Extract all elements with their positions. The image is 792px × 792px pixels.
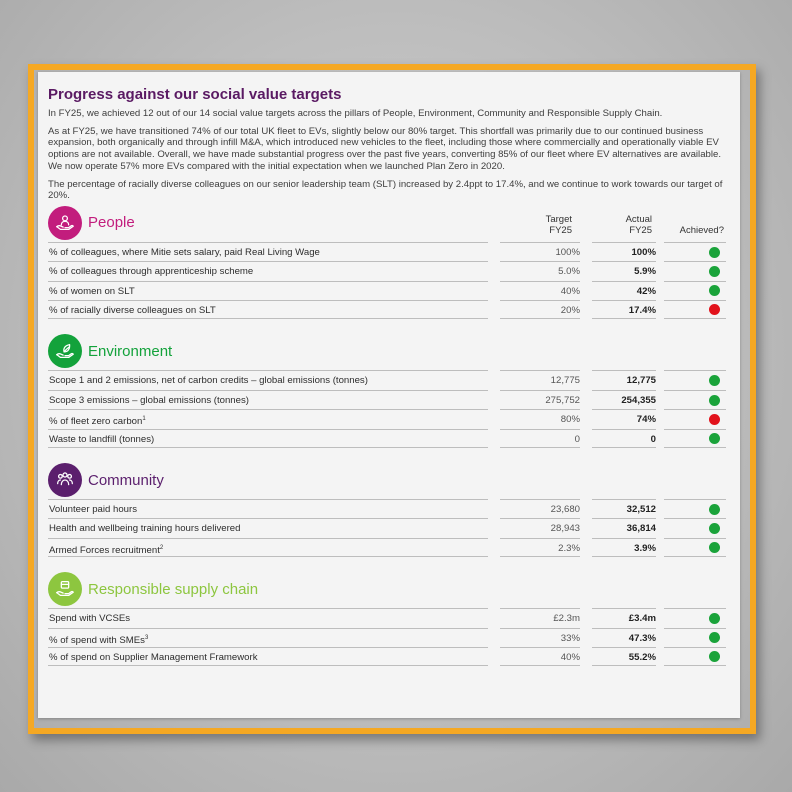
table-row: Health and wellbeing training hours delivered 28,943 36,814 (48, 518, 730, 537)
status-dot-green (709, 504, 720, 515)
section-community (48, 461, 730, 557)
table-row: % of spend on Supplier Management Framework 40% 55.2% (48, 647, 730, 666)
table-row: Armed Forces recruitment$^2$ 2.3% 3.9% (48, 538, 730, 557)
table-row: Waste to landfill (tonnes) 0 0 (48, 429, 730, 448)
intro-paragraph: In FY25, we achieved 12 out of our 14 social value targets across the pillars of People, Environment, Community and Responsible Supply Chain. (48, 108, 663, 119)
status-dot-green (709, 651, 720, 662)
table-row: Volunteer paid hours 23,680 32,512 (48, 499, 730, 518)
table-row: % of racially diverse colleagues on SLT 20% 17.4% (48, 300, 730, 319)
table-row: % of spend with SMEs$^3$ 33% 47.3% (48, 628, 730, 647)
table-row: Spend with VCSEs £2.3m £3.4m (48, 608, 730, 627)
status-dot-green (709, 247, 720, 258)
section-environment (48, 332, 730, 448)
supply-chain-rows (48, 608, 730, 666)
status-dot-green (709, 433, 720, 444)
table-row: % of fleet zero carbon$^1$ 80% 74% (48, 409, 730, 428)
table-row: Scope 3 emissions – global emissions (tonnes) 275,752 254,355 (48, 390, 730, 409)
community-rows (48, 499, 730, 557)
status-dot-green (709, 613, 720, 624)
status-dot-green (709, 395, 720, 406)
table-row: % of women on SLT 40% 42% (48, 281, 730, 300)
people-hand-icon (48, 206, 82, 240)
status-dot-green (709, 542, 720, 553)
page-title: Progress against our social value targets (48, 86, 342, 103)
section-title-community: Community (88, 471, 164, 489)
table-row: Scope 1 and 2 emissions, net of carbon credits – global emissions (tonnes) 12,775 12,775 (48, 370, 730, 389)
status-dot-green (709, 523, 720, 534)
leaf-hand-icon (48, 334, 82, 368)
status-dot-green (709, 266, 720, 277)
col-target-header: Target FY25 (545, 213, 572, 236)
fleet-paragraph: As at FY25, we have transitioned 74% of our total UK fleet to EVs, slightly below our 80% target. This shortfall was primarily due to our continued business expansion, both organically and through infill M&A, which introduced new vehicles to the fleet, including those where commercially and operationally viable EV options are not available. Overall, we have made substantial progress over the past five years, converting 85% of our fleet where EV alternatives are available. We now operate 57% more EVs compared with the initial expectation when we launched Plan Zero in 2020. (48, 125, 721, 172)
section-supply-chain (48, 570, 730, 666)
section-title-supply-chain: Responsible supply chain (88, 580, 259, 598)
section-people (48, 204, 730, 320)
community-icon (48, 463, 82, 497)
table-row: % of colleagues, where Mitie sets salary, paid Real Living Wage 100% 100% (48, 242, 730, 261)
environment-rows (48, 370, 730, 448)
supply-chain-icon (48, 572, 82, 606)
report-page (38, 72, 740, 718)
status-dot-green (709, 632, 720, 643)
section-title-people: People (88, 214, 135, 232)
status-dot-green (709, 285, 720, 296)
status-dot-red (709, 414, 720, 425)
people-rows (48, 242, 730, 320)
diversity-paragraph: The percentage of racially diverse colleagues on our senior leadership team (SLT) increased by 2.4ppt to 17.4%, and we continue to work towards our target of 20%. (48, 178, 723, 202)
status-dot-green (709, 375, 720, 386)
table-row: % of colleagues through apprenticeship scheme 5.0% 5.9% (48, 261, 730, 280)
col-actual-header: Actual FY25 (625, 213, 652, 236)
status-dot-red (709, 304, 720, 315)
section-title-environment: Environment (88, 342, 173, 360)
col-achieved-header: Achieved? (679, 224, 724, 236)
